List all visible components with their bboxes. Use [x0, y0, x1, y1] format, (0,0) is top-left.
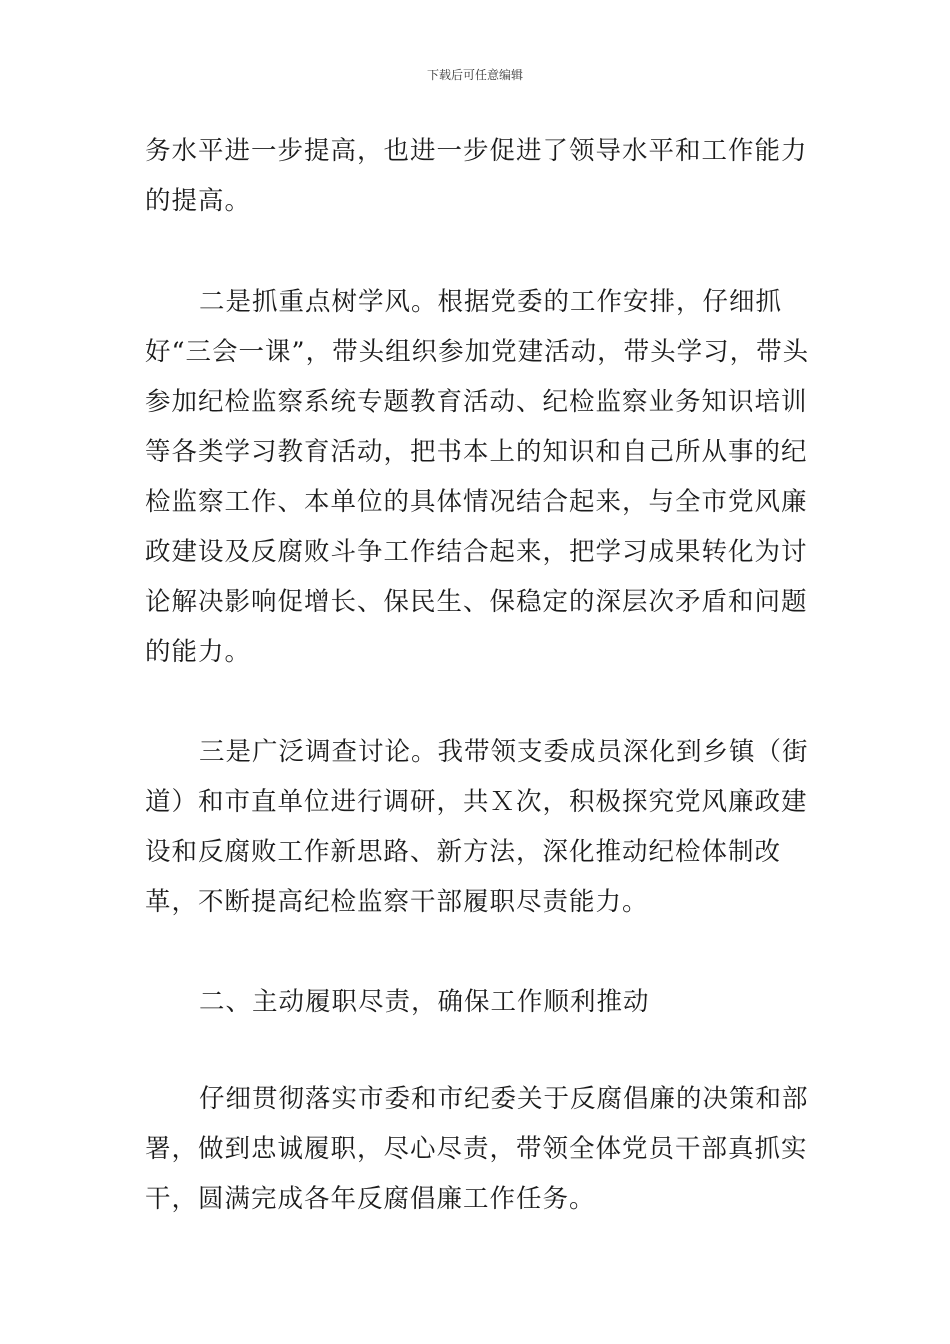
paragraph-study-style: 二是抓重点树学风。根据党委的工作安排，仔细抓好“三会一课”，带头组织参加党建活动，带头学习，带头参加纪检监察系统专题教育活动、纪检监察业务知识培训等各类学习教育活动，把书本上的知识和自己所从事的纪检监察工作、本单位的具体情况结合起来，与全市党风廉政建设及反腐败斗争工作结合起来，把学习成果转化为讨论解决影响促增长、保民生、保稳定的深层次矛盾和问题的能力。 [145, 287, 810, 667]
page-header: 下载后可任意编辑 [426, 68, 523, 82]
paragraph-duties: 仔细贯彻落实市委和市纪委关于反腐倡廉的决策和部署，做到忠诚履职，尽心尽责，带领全体党员干部真抓实干，圆满完成各年反腐倡廉工作任务。 [145, 1084, 809, 1214]
paragraph-investigation: 三是广泛调查讨论。我带领支委成员深化到乡镇（街道）和市直单位进行调研，共Ｘ次，积极探究党风廉政建设和反腐败工作新思路、新方法，深化推动纪检体制改革，不断提高纪检监察干部履职尽责能力。 [145, 737, 809, 917]
paragraph-continuation: 务水平进一步提高，也进一步促进了领导水平和工作能力的提高。 [145, 136, 808, 216]
section-heading: 二、主动履职尽责，确保工作顺利推动 [199, 987, 650, 1017]
